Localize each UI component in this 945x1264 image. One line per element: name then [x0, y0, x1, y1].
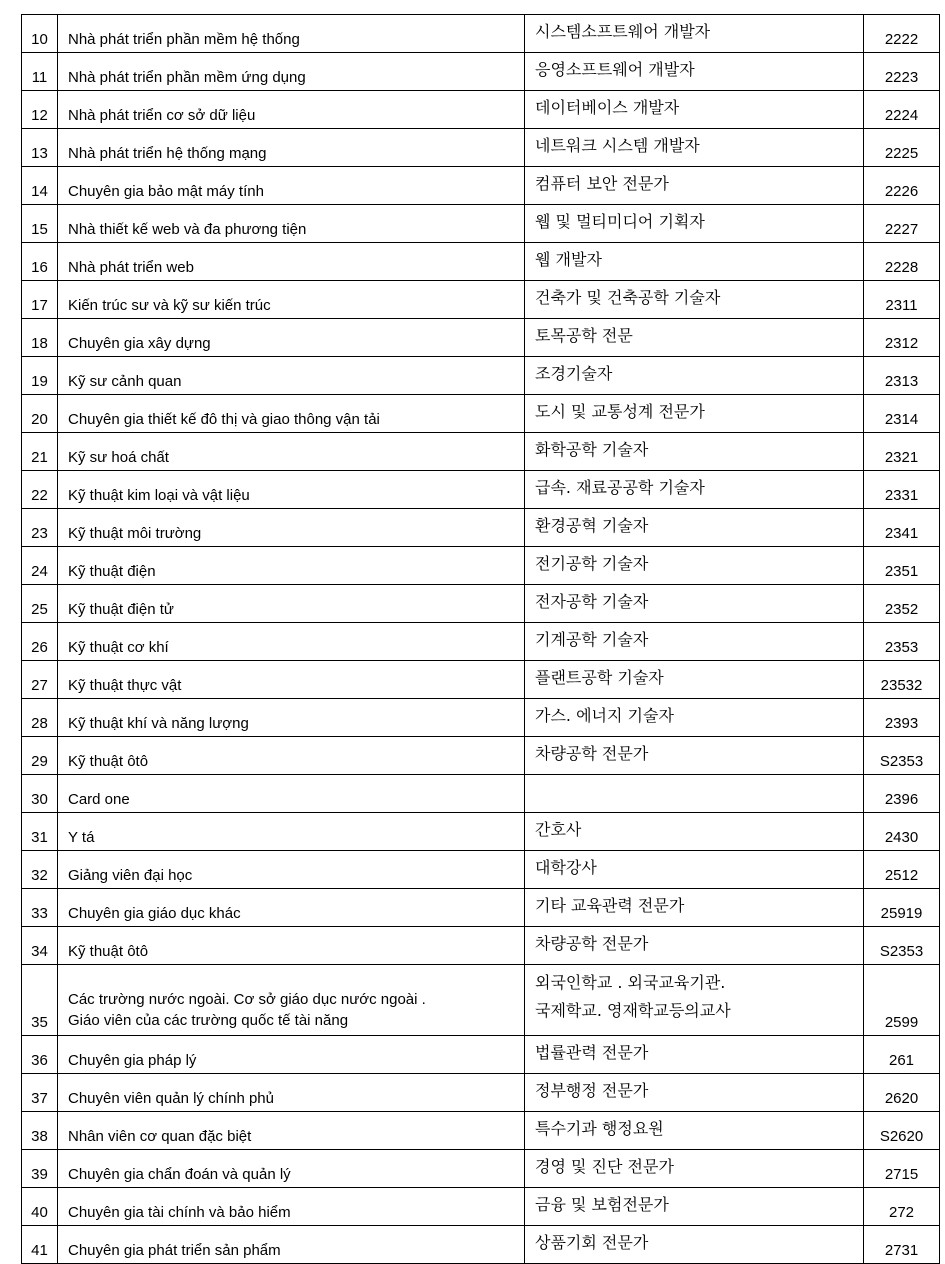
vietnamese-title: Giảng viên đại học — [68, 867, 193, 884]
vietnamese-title-cell — [58, 15, 525, 53]
korean-title-cell — [525, 927, 864, 965]
row-number: 33 — [22, 889, 58, 927]
table-row — [22, 15, 940, 53]
korean-title-cell — [525, 889, 864, 927]
occupation-code: 2731 — [864, 1226, 940, 1264]
occupation-code: 261 — [864, 1036, 940, 1074]
korean-title: 응영소프트웨어 개발자 — [535, 60, 695, 79]
vietnamese-title-cell — [58, 775, 525, 813]
table-row — [22, 471, 940, 509]
korean-title-cell — [525, 547, 864, 585]
korean-title: 플랜트공학 기술자 — [535, 668, 664, 687]
table-row — [22, 927, 940, 965]
occupation-code: 2352 — [864, 585, 940, 623]
row-number: 18 — [22, 319, 58, 357]
korean-title-cell — [525, 395, 864, 433]
occupation-code: 2222 — [864, 15, 940, 53]
vietnamese-title: Chuyên gia xây dựng — [68, 335, 211, 352]
row-number: 21 — [22, 433, 58, 471]
row-number: 27 — [22, 661, 58, 699]
korean-title: 간호사 — [535, 820, 582, 839]
row-number: 36 — [22, 1036, 58, 1074]
table-row — [22, 319, 940, 357]
korean-title-cell — [525, 15, 864, 53]
korean-title: 건축가 및 건축공학 기술자 — [535, 288, 721, 307]
table-row — [22, 547, 940, 585]
table-row — [22, 699, 940, 737]
vietnamese-title: Nhà phát triển phần mềm hệ thống — [68, 31, 300, 48]
korean-title: 가스. 에너지 기술자 — [535, 706, 674, 725]
vietnamese-title-cell — [58, 1150, 525, 1188]
occupation-code: 2351 — [864, 547, 940, 585]
vietnamese-title: Kỹ thuật thực vật — [68, 677, 182, 694]
vietnamese-title: Nhà phát triển cơ sở dữ liệu — [68, 107, 256, 124]
vietnamese-title: Nhà phát triển hệ thống mạng — [68, 145, 267, 162]
table-row — [22, 91, 940, 129]
row-number: 38 — [22, 1112, 58, 1150]
vietnamese-title-cell — [58, 965, 525, 1036]
occupation-code: 2226 — [864, 167, 940, 205]
vietnamese-title-cell — [58, 319, 525, 357]
vietnamese-title-cell — [58, 509, 525, 547]
occupation-code: 2353 — [864, 623, 940, 661]
korean-title-cell — [525, 1112, 864, 1150]
table-row — [22, 53, 940, 91]
korean-title-cell — [525, 775, 864, 813]
korean-title: 웹 개발자 — [535, 250, 602, 269]
vietnamese-title-cell — [58, 1188, 525, 1226]
vietnamese-title: Kỹ sư hoá chất — [68, 449, 169, 466]
vietnamese-title-cell — [58, 585, 525, 623]
vietnamese-title-cell — [58, 1226, 525, 1264]
table-row — [22, 1150, 940, 1188]
korean-title-cell — [525, 813, 864, 851]
table-row — [22, 1188, 940, 1226]
korean-title-cell — [525, 281, 864, 319]
table-row — [22, 1036, 940, 1074]
vietnamese-title: Chuyên gia giáo dục khác — [68, 905, 241, 922]
vietnamese-title-cell — [58, 813, 525, 851]
vietnamese-title-cell — [58, 889, 525, 927]
table-row — [22, 509, 940, 547]
vietnamese-title: Card one — [68, 791, 130, 808]
table-row — [22, 357, 940, 395]
korean-title-cell — [525, 661, 864, 699]
row-number: 16 — [22, 243, 58, 281]
korean-title-cell — [525, 1226, 864, 1264]
korean-title-cell — [525, 167, 864, 205]
vietnamese-title: Giáo viên của các trường quốc tế tài năng — [68, 1012, 349, 1029]
occupation-table — [21, 14, 940, 1264]
korean-title-cell — [525, 433, 864, 471]
korean-title: 급속. 재료공공학 기술자 — [535, 478, 705, 497]
korean-title-cell — [525, 1188, 864, 1226]
table-row — [22, 1226, 940, 1264]
row-number: 28 — [22, 699, 58, 737]
occupation-code: 2224 — [864, 91, 940, 129]
vietnamese-title-cell — [58, 53, 525, 91]
occupation-code: 2311 — [864, 281, 940, 319]
vietnamese-title: Nhà phát triển phần mềm ứng dụng — [68, 69, 306, 86]
korean-title-cell — [525, 357, 864, 395]
occupation-code: 2225 — [864, 129, 940, 167]
korean-title: 대학강사 — [535, 858, 597, 877]
occupation-code: 2313 — [864, 357, 940, 395]
occupation-code: 2223 — [864, 53, 940, 91]
korean-title: 차량공학 전문가 — [535, 934, 649, 953]
row-number: 32 — [22, 851, 58, 889]
occupation-code: 2314 — [864, 395, 940, 433]
korean-title: 시스템소프트웨어 개발자 — [535, 22, 711, 41]
occupation-code: 272 — [864, 1188, 940, 1226]
row-number: 40 — [22, 1188, 58, 1226]
korean-title: 법률관력 전문가 — [535, 1043, 649, 1062]
vietnamese-title-cell — [58, 623, 525, 661]
korean-title: 기타 교육관력 전문가 — [535, 896, 685, 915]
vietnamese-title: Kỹ thuật điện tử — [68, 601, 174, 618]
korean-title-cell — [525, 1036, 864, 1074]
row-number: 17 — [22, 281, 58, 319]
table-row — [22, 661, 940, 699]
vietnamese-title-cell — [58, 851, 525, 889]
row-number: 13 — [22, 129, 58, 167]
occupation-code: 2393 — [864, 699, 940, 737]
vietnamese-title-cell — [58, 281, 525, 319]
row-number: 11 — [22, 53, 58, 91]
row-number: 34 — [22, 927, 58, 965]
vietnamese-title: Kỹ sư cảnh quan — [68, 373, 182, 390]
occupation-code: 2396 — [864, 775, 940, 813]
table-row — [22, 775, 940, 813]
vietnamese-title-cell — [58, 927, 525, 965]
vietnamese-title: Chuyên gia thiết kế đô thị và giao thông vận tải — [68, 411, 380, 428]
table-row — [22, 889, 940, 927]
occupation-code: 23532 — [864, 661, 940, 699]
table-row — [22, 395, 940, 433]
korean-title: 차량공학 전문가 — [535, 744, 649, 763]
vietnamese-title: Kỹ thuật ôtô — [68, 943, 149, 960]
occupation-code: 25919 — [864, 889, 940, 927]
vietnamese-title-cell — [58, 1112, 525, 1150]
vietnamese-title-cell — [58, 737, 525, 775]
row-number: 25 — [22, 585, 58, 623]
occupation-code: 2312 — [864, 319, 940, 357]
vietnamese-title: Kỹ thuật môi trường — [68, 525, 202, 542]
occupation-code: 2331 — [864, 471, 940, 509]
table-row — [22, 433, 940, 471]
vietnamese-title-cell — [58, 1036, 525, 1074]
occupation-code: 2620 — [864, 1074, 940, 1112]
vietnamese-title-cell — [58, 167, 525, 205]
vietnamese-title: Y tá — [68, 829, 95, 846]
table-row — [22, 585, 940, 623]
row-number: 24 — [22, 547, 58, 585]
vietnamese-title-cell — [58, 699, 525, 737]
occupation-code: 2715 — [864, 1150, 940, 1188]
korean-title: 환경공혁 기술자 — [535, 516, 649, 535]
vietnamese-title-cell — [58, 205, 525, 243]
vietnamese-title-cell — [58, 547, 525, 585]
vietnamese-title-cell — [58, 471, 525, 509]
vietnamese-title: Nhân viên cơ quan đặc biệt — [68, 1128, 252, 1145]
occupation-table-body — [22, 15, 940, 1264]
korean-title: 조경기술자 — [535, 364, 613, 383]
korean-title: 전자공학 기술자 — [535, 592, 649, 611]
korean-title-cell — [525, 129, 864, 167]
korean-title-cell — [525, 471, 864, 509]
table-row — [22, 129, 940, 167]
row-number: 22 — [22, 471, 58, 509]
occupation-code: 2228 — [864, 243, 940, 281]
row-number: 41 — [22, 1226, 58, 1264]
occupation-code: S2620 — [864, 1112, 940, 1150]
vietnamese-title: Chuyên gia chẩn đoán và quản lý — [68, 1166, 291, 1183]
row-number: 14 — [22, 167, 58, 205]
occupation-code: 2341 — [864, 509, 940, 547]
korean-title-cell — [525, 699, 864, 737]
table-row — [22, 813, 940, 851]
vietnamese-title-cell — [58, 433, 525, 471]
table-row — [22, 1074, 940, 1112]
korean-title-cell — [525, 585, 864, 623]
row-number: 29 — [22, 737, 58, 775]
occupation-code: 2227 — [864, 205, 940, 243]
korean-title-cell — [525, 91, 864, 129]
vietnamese-title: Nhà thiết kế web và đa phương tiện — [68, 221, 307, 238]
vietnamese-title: Kỹ thuật ôtô — [68, 753, 149, 770]
row-number: 39 — [22, 1150, 58, 1188]
korean-title: 데이터베이스 개발자 — [535, 98, 680, 117]
korean-title-cell — [525, 205, 864, 243]
row-number: 12 — [22, 91, 58, 129]
korean-title-cell — [525, 851, 864, 889]
table-row — [22, 851, 940, 889]
vietnamese-title: Chuyên gia bảo mật máy tính — [68, 183, 264, 200]
vietnamese-title: Kỹ thuật điện — [68, 563, 156, 580]
korean-title: 컴퓨터 보안 전문가 — [535, 174, 669, 193]
korean-title: 웹 및 멀티미디어 기획자 — [535, 212, 705, 231]
row-number: 10 — [22, 15, 58, 53]
table-row — [22, 737, 940, 775]
vietnamese-title: Chuyên gia tài chính và bảo hiểm — [68, 1204, 291, 1221]
row-number: 26 — [22, 623, 58, 661]
vietnamese-title: Chuyên viên quản lý chính phủ — [68, 1090, 274, 1107]
korean-title-cell — [525, 319, 864, 357]
korean-title-cell — [525, 737, 864, 775]
vietnamese-title-cell — [58, 661, 525, 699]
vietnamese-title-cell — [58, 1074, 525, 1112]
row-number: 37 — [22, 1074, 58, 1112]
row-number: 31 — [22, 813, 58, 851]
vietnamese-title: Các trường nước ngoài. Cơ sở giáo dục nước ngoài . — [68, 991, 426, 1008]
korean-title: 국제학교. 영재학교등의교사 — [535, 1001, 731, 1020]
korean-title-cell — [525, 509, 864, 547]
row-number: 19 — [22, 357, 58, 395]
vietnamese-title-cell — [58, 243, 525, 281]
occupation-code: 2430 — [864, 813, 940, 851]
korean-title-cell — [525, 53, 864, 91]
table-row — [22, 281, 940, 319]
korean-title: 도시 및 교통성계 전문가 — [535, 402, 705, 421]
vietnamese-title-cell — [58, 395, 525, 433]
table-row — [22, 623, 940, 661]
korean-title: 화학공학 기술자 — [535, 440, 649, 459]
vietnamese-title: Nhà phát triển web — [68, 259, 194, 276]
korean-title-cell — [525, 1074, 864, 1112]
korean-title-cell — [525, 965, 864, 1036]
vietnamese-title: Kiến trúc sư và kỹ sư kiến trúc — [68, 297, 271, 314]
occupation-code: S2353 — [864, 927, 940, 965]
korean-title: 전기공학 기술자 — [535, 554, 649, 573]
occupation-code: S2353 — [864, 737, 940, 775]
table-row — [22, 243, 940, 281]
row-number: 20 — [22, 395, 58, 433]
vietnamese-title: Kỹ thuật kim loại và vật liệu — [68, 487, 250, 504]
row-number: 30 — [22, 775, 58, 813]
korean-title: 금융 및 보험전문가 — [535, 1195, 669, 1214]
table-row — [22, 205, 940, 243]
korean-title-cell — [525, 243, 864, 281]
occupation-code: 2599 — [864, 965, 940, 1036]
vietnamese-title-cell — [58, 357, 525, 395]
table-row — [22, 965, 940, 1036]
korean-title: 토목공학 전문 — [535, 326, 633, 345]
row-number: 23 — [22, 509, 58, 547]
occupation-code: 2321 — [864, 433, 940, 471]
vietnamese-title: Chuyên gia phát triển sản phẩm — [68, 1242, 281, 1259]
vietnamese-title: Chuyên gia pháp lý — [68, 1052, 197, 1069]
korean-title: 경영 및 진단 전문가 — [535, 1157, 674, 1176]
row-number: 15 — [22, 205, 58, 243]
korean-title: 특수기과 행정요원 — [535, 1119, 664, 1138]
korean-title-cell — [525, 623, 864, 661]
korean-title-cell — [525, 1150, 864, 1188]
korean-title: 외국인학교 . 외국교육기관. — [535, 973, 726, 992]
vietnamese-title: Kỹ thuật khí và năng lượng — [68, 715, 249, 732]
vietnamese-title-cell — [58, 91, 525, 129]
korean-title: 기계공학 기술자 — [535, 630, 649, 649]
row-number: 35 — [22, 965, 58, 1036]
vietnamese-title-cell — [58, 129, 525, 167]
table-row — [22, 167, 940, 205]
korean-title: 정부행정 전문가 — [535, 1081, 649, 1100]
korean-title: 네트워크 시스템 개발자 — [535, 136, 700, 155]
occupation-code: 2512 — [864, 851, 940, 889]
korean-title: 상품기회 전문가 — [535, 1233, 649, 1252]
table-row — [22, 1112, 940, 1150]
vietnamese-title: Kỹ thuật cơ khí — [68, 639, 169, 656]
